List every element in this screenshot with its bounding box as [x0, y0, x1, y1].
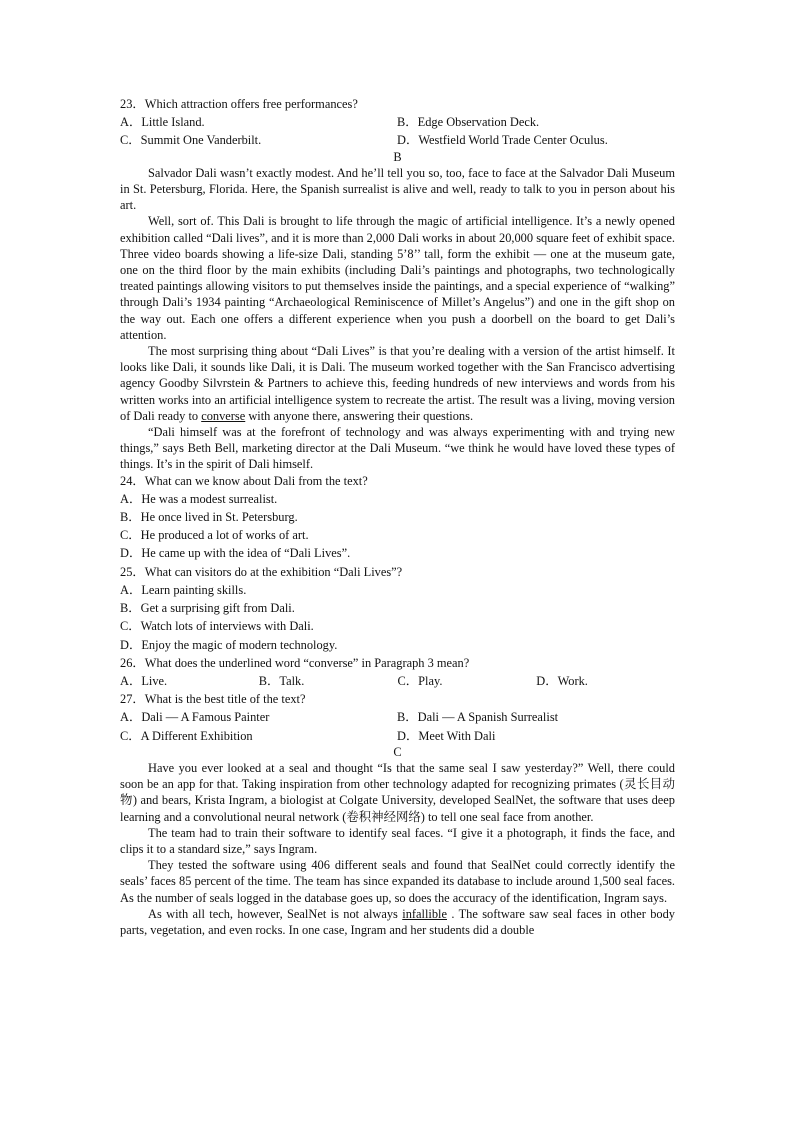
- passage-b-paragraph-4: “Dali himself was at the forefront of technology and was always experimenting with and trying new things,” says Beth Bell, marketing director at the Dali Museum. “we think he would have loved these types of things. It’s in the spirit of Dali himself.: [120, 425, 675, 472]
- section-c-heading: C: [393, 744, 402, 759]
- question-23-options-row1: [120, 114, 675, 130]
- question-27-options-row2: [120, 728, 675, 744]
- option-24-b: B．He once lived in St. Petersburg.: [120, 510, 298, 525]
- passage-c-paragraph-1: Have you ever looked at a seal and thought “Is that the same seal I saw yesterday?” Well, there could soon be an app for that. Taking inspiration from other technology adapted for recognizing primates (灵长目动物) and bears, Krista Ingram, a biologist at Colgate University, developed SealNet, the software that uses deep learning and a convolutional neural network (卷积神经网络) to tell one seal face from another.: [120, 760, 675, 824]
- option-25-a: A．Learn painting skills.: [120, 582, 247, 597]
- passage-b-paragraph-3: [120, 343, 675, 424]
- underlined-word-converse: converse: [201, 408, 246, 423]
- question-27: 27．What is the best title of the text?: [120, 692, 306, 707]
- question-23-options-row2: [120, 132, 675, 148]
- option-24-d: D．He came up with the idea of “Dali Lives”.: [120, 546, 351, 561]
- question-25: 25．What can visitors do at the exhibition “Dali Lives”?: [120, 564, 403, 579]
- paragraph-text: . The software saw seal faces in other body parts, vegetation, and even rocks. In one case, Ingram and her students did a double: [120, 906, 675, 937]
- paragraph-text: with anyone there, answering their questions.: [245, 408, 474, 423]
- exam-page: [120, 96, 675, 938]
- option-27-d: D．Meet With Dali: [397, 728, 496, 743]
- passage-b-paragraph-1: Salvador Dali wasn’t exactly modest. And he’ll tell you so, too, face to face at the Salvador Dali Museum in St. Petersburg, Florida. Here, the Spanish surrealist is alive and well, ready to talk to you in person about his art.: [120, 165, 675, 213]
- passage-c-paragraph-4: [120, 906, 675, 938]
- option-25-b: B．Get a surprising gift from Dali.: [120, 601, 295, 616]
- passage-b-paragraph-2: Well, sort of. This Dali is brought to life through the magic of artificial intelligence. It’s a newly opened exhibition called “Dali lives”, and it is more than 2,000 Dali works in about 20,000 square feet of exhibit space. Three video boards showing a life-size Dali, standing 5’8’’ tall, form the exhibit — one at the museum gate, one on the third floor by the main exhibits (including Dali’s paintings and photographs, two technologically treated paintings allowing visitors to put themselves inside the paintings, and a special experience of “walking” through Dali’s 1934 painting “Archaeological Reminiscence of Millet’s Angelus”) and one in the gift shop on the way out. Each one offers a different experience when you push a doorbell on the board to get Dali’s attention.: [120, 214, 675, 342]
- option-26-b: B．Talk.: [258, 673, 305, 688]
- option-25-d: D．Enjoy the magic of modern technology.: [120, 637, 338, 652]
- option-27-a: A．Dali — A Famous Painter: [120, 710, 270, 725]
- question-27-options-row1: [120, 709, 675, 725]
- option-23-c: C．Summit One Vanderbilt.: [120, 133, 262, 148]
- question-23: 23．Which attraction offers free performances?: [120, 97, 358, 111]
- question-24: 24．What can we know about Dali from the text?: [120, 473, 368, 488]
- option-25-c: C．Watch lots of interviews with Dali.: [120, 619, 314, 634]
- option-26-c: C．Play.: [397, 673, 443, 688]
- option-26-a: A．Live.: [120, 673, 168, 688]
- option-23-b: B．Edge Observation Deck.: [397, 115, 540, 130]
- option-24-c: C．He produced a lot of works of art.: [120, 528, 309, 543]
- question-26: 26．What does the underlined word “converse” in Paragraph 3 mean?: [120, 655, 470, 670]
- option-27-c: C．A Different Exhibition: [120, 728, 253, 743]
- question-26-options: [120, 673, 675, 689]
- paragraph-text: As with all tech, however, SealNet is not always: [148, 906, 403, 921]
- option-23-a: A．Little Island.: [120, 115, 205, 130]
- paragraph-text: The most surprising thing about “Dali Lives” is that you’re dealing with a version of the artist himself. It looks like Dali, it sounds like Dali, it is Dali. The museum worked together with the San Francisco advertising agency Goodby Silvrstein & Partners to achieve this, feeding hundreds of new interviews and words from his written works into an artificial intelligence system to recreate the artist. The result was a living, moving version of Dali ready to: [120, 344, 675, 423]
- option-23-d: D．Westfield World Trade Center Oculus.: [397, 133, 608, 148]
- passage-c-paragraph-2: The team had to train their software to identify seal faces. “I give it a photograph, it finds the face, and clips it to a standard size,” says Ingram.: [120, 825, 675, 856]
- option-24-a: A．He was a modest surrealist.: [120, 491, 278, 506]
- option-27-b: B．Dali — A Spanish Surrealist: [397, 710, 559, 725]
- passage-c-paragraph-3: They tested the software using 406 different seals and found that SealNet could correctly identify the seals’ faces 85 percent of the time. The team has since expanded its database to include around 1,500 seal faces. As the number of seals logged in the database goes up, so does the accuracy of the identification, Ingram says.: [120, 858, 675, 905]
- option-26-d: D．Work.: [536, 673, 588, 688]
- underlined-word-infallible: infallible: [402, 906, 447, 921]
- section-b-heading: B: [393, 149, 402, 164]
